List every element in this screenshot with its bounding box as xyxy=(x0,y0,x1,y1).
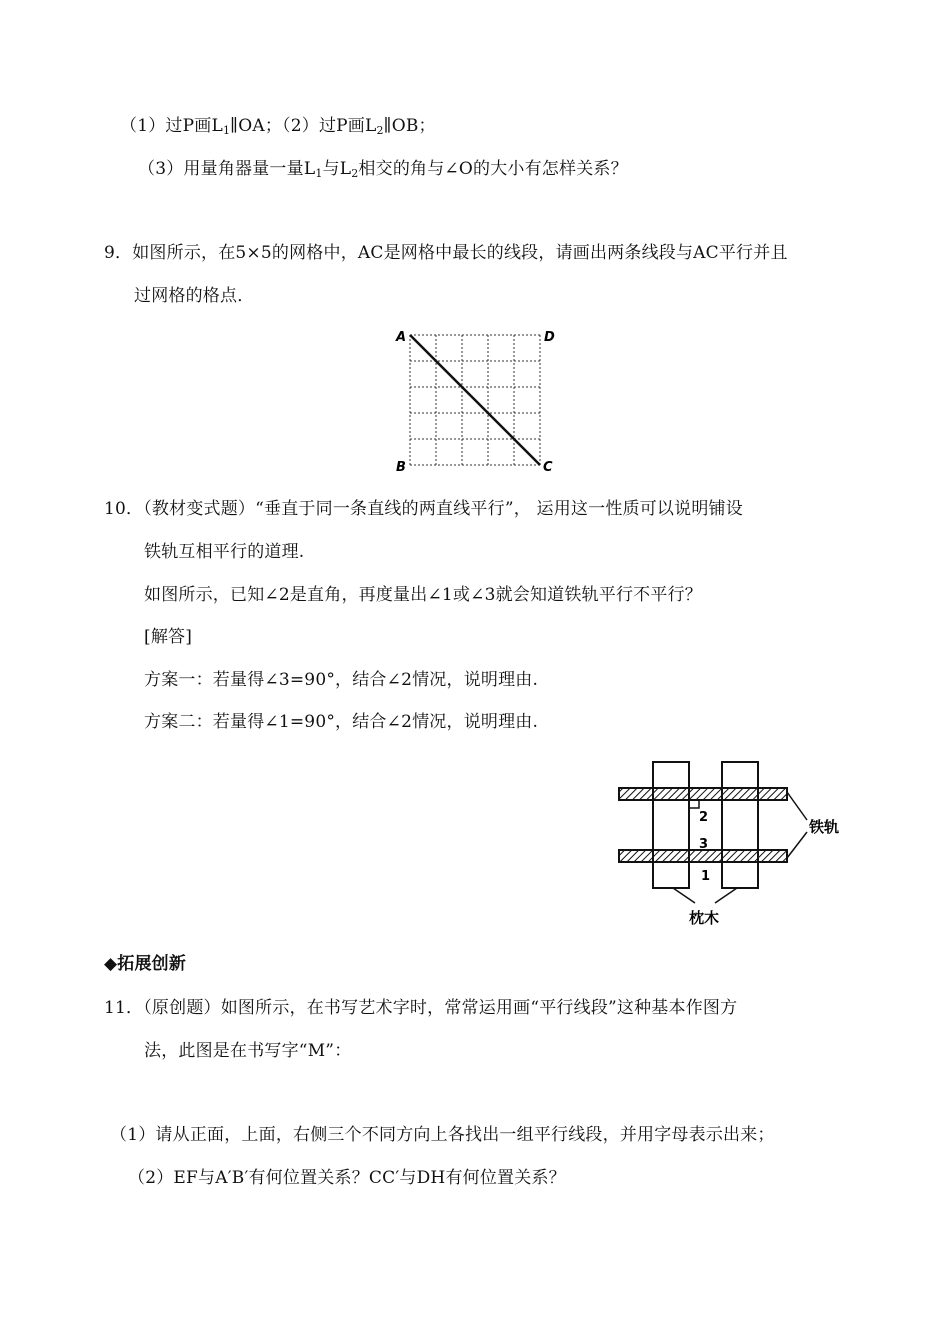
sleeper-pointer-lines xyxy=(673,888,737,903)
sleeper-label: 枕木 xyxy=(689,909,720,927)
q8-line1: （1）过P画$L_1\parallel OA$；（2）过P画$L_2\parallel OB$； xyxy=(120,116,436,137)
section-title: ◆拓展创新 xyxy=(104,954,187,974)
q11-sub2: （2）EF与A′B′有何位置关系？CC′与DH有何位置关系？ xyxy=(128,1168,566,1188)
rail-pointer-lines xyxy=(787,792,807,858)
q11-line1: 11．（原创题）如图所示，在书写艺术字时，常常运用画“平行线段”这种基本作图方 xyxy=(104,998,738,1018)
label-c: C xyxy=(543,460,553,475)
angle-1: 1 xyxy=(701,869,711,884)
q11-sub1: （1）请从正面，上面，右侧三个不同方向上各找出一组平行线段，并用字母表示出来； xyxy=(110,1125,775,1145)
q10-answer-label: [解答] xyxy=(144,627,193,647)
segment-ac xyxy=(410,335,540,465)
rail-top xyxy=(619,788,787,800)
q8-line2: （3）用量角器量一量$L_1$与$L_2$相交的角与∠O的大小有怎样关系？ xyxy=(138,159,628,180)
rail-figure xyxy=(615,760,855,935)
label-d: D xyxy=(544,330,555,345)
rail-label: 铁轨 xyxy=(809,818,840,836)
label-b: B xyxy=(396,460,406,475)
grid-figure xyxy=(390,325,560,475)
label-a: A xyxy=(396,330,407,345)
sleeper-right xyxy=(722,762,758,888)
q9-line1: 9．如图所示，在5×5的网格中，AC是网格中最长的线段，请画出两条线段与AC平行并且 xyxy=(104,243,788,263)
q10-plan2: 方案二：若量得∠1=90°，结合∠2情况，说明理由. xyxy=(144,712,539,732)
q10-plan1: 方案一：若量得∠3=90°，结合∠2情况，说明理由. xyxy=(144,670,539,690)
q10-line2: 铁轨互相平行的道理. xyxy=(144,542,305,562)
q10-line1: 10．（教材变式题）“垂直于同一条直线的两直线平行”， 运用这一性质可以说明铺设 xyxy=(104,499,743,519)
sleeper-left xyxy=(653,762,689,888)
q9-line2: 过网格的格点． xyxy=(134,286,255,306)
q11-line2: 法，此图是在书写字“M”： xyxy=(144,1041,352,1061)
right-angle-mark xyxy=(689,800,699,808)
angle-2: 2 xyxy=(699,810,709,825)
q10-line3: 如图所示，已知∠2是直角，再度量出∠1或∠3就会知道铁轨平行不平行？ xyxy=(144,585,702,605)
angle-3: 3 xyxy=(699,837,709,852)
